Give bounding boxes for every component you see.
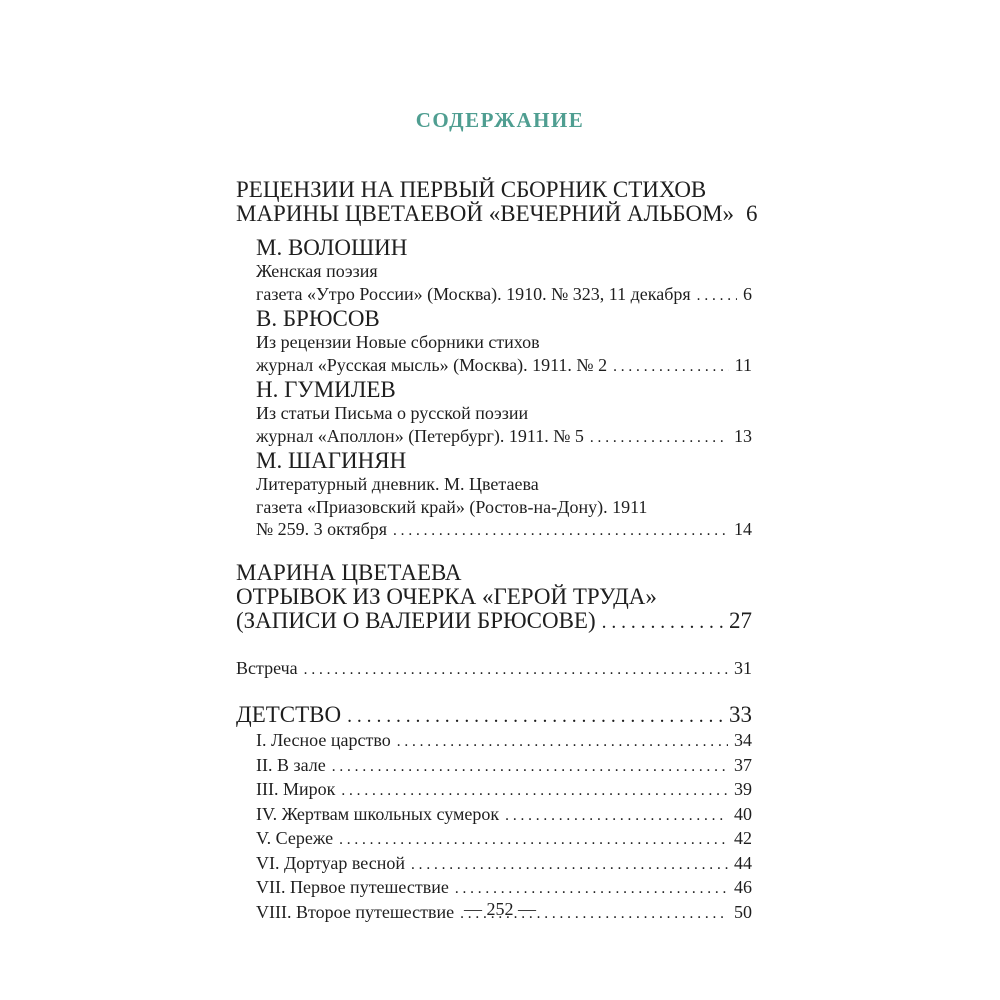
toc-author: Н. ГУМИЛЕВ — [256, 377, 396, 402]
leader-dots — [411, 854, 728, 877]
leader-dots — [304, 659, 728, 682]
toc-page-number: 6 — [746, 201, 758, 226]
leader-dots — [347, 705, 723, 729]
toc-chapter-label: IV. Жертвам школьных сумерок — [256, 803, 500, 824]
toc-entry[interactable] — [236, 657, 752, 682]
leader-dots — [697, 285, 737, 308]
toc-chapter-label: VII. Первое путешествие — [256, 877, 449, 897]
toc-entry-title: Из рецензии Новые сборники стихов — [256, 332, 540, 352]
toc-entry[interactable] — [236, 201, 758, 228]
toc-page-number: 31 — [734, 657, 752, 678]
toc-page-number: 33 — [729, 702, 752, 727]
toc-author: М. ШАГИНЯН — [256, 448, 407, 473]
toc-entry-label: (ЗАПИСИ О ВАЛЕРИИ БРЮСОВЕ) — [236, 607, 596, 633]
toc-entry-source: газета «Утро России» (Москва). 1910. № 323, 11 декабря — [256, 283, 691, 304]
leader-dots — [590, 427, 728, 450]
leader-dots — [339, 829, 728, 852]
toc-page-number: 44 — [734, 852, 752, 873]
toc-chapter[interactable] — [256, 876, 752, 901]
toc-subentry[interactable] — [236, 307, 752, 378]
toc-page-number: 6 — [743, 283, 752, 304]
toc-entry[interactable] — [236, 703, 752, 729]
toc-section-heading — [236, 585, 752, 609]
toc-section-heading — [236, 561, 752, 585]
toc-page-number: 37 — [734, 754, 752, 775]
toc-chapter-list — [236, 729, 752, 925]
toc-entry-source-cont: № 259. 3 октября — [256, 519, 388, 539]
toc-entry-label: ДЕТСТВО — [236, 702, 342, 727]
toc-entry-label: Встреча — [236, 657, 298, 678]
toc-page-number: 13 — [734, 425, 752, 446]
toc-section-heading-text: ОТРЫВОК ИЗ ОЧЕРКА «ГЕРОЙ ТРУДА» — [236, 583, 657, 609]
toc-page-number: 39 — [734, 779, 752, 799]
toc-chapter-label: III. Мирок — [256, 779, 336, 799]
toc-entry[interactable] — [236, 609, 752, 635]
toc-section-heading-text: МАРИНА ЦВЕТАЕВА — [236, 559, 462, 585]
page-number-footer: — 252 — — [464, 899, 536, 919]
toc-page-number: 40 — [734, 803, 752, 824]
toc-entry-title: Женская поэзия — [256, 261, 378, 281]
leader-dots — [393, 520, 728, 543]
leader-dots — [332, 756, 728, 779]
toc-page-number: 50 — [734, 901, 752, 922]
leader-dots — [455, 878, 728, 901]
toc-chapter-label: VI. Дортуар весной — [256, 852, 406, 873]
toc-page-number: 42 — [734, 828, 752, 848]
toc-entry-source: газета «Приазовский край» (Ростов-на-Дону). 1911 — [256, 496, 648, 517]
toc-chapter[interactable] — [256, 827, 752, 852]
toc-chapter[interactable] — [256, 778, 752, 803]
toc-chapter-label: V. Сереже — [256, 828, 334, 848]
toc-chapter[interactable] — [256, 852, 752, 877]
toc-chapter[interactable] — [256, 729, 752, 754]
toc-author: В. БРЮСОВ — [256, 306, 380, 331]
toc-page-number: 34 — [734, 730, 752, 750]
toc-page-number: 46 — [734, 877, 752, 897]
toc-page-number: 14 — [734, 519, 752, 539]
leader-dots — [505, 805, 728, 828]
toc-chapter-label: II. В зале — [256, 754, 326, 775]
toc-author: М. ВОЛОШИН — [256, 235, 408, 260]
toc-entry-title: Литературный дневник. М. Цветаева — [256, 474, 539, 494]
leader-dots — [341, 780, 728, 803]
toc-chapter-label: I. Лесное царство — [256, 730, 391, 750]
toc-section-heading-text: РЕЦЕНЗИИ НА ПЕРВЫЙ СБОРНИК СТИХОВ — [236, 177, 707, 202]
page-title: СОДЕРЖАНИЕ — [415, 108, 585, 132]
toc-subentry[interactable] — [236, 449, 752, 543]
toc-chapter[interactable] — [256, 803, 752, 828]
toc-page-number: 11 — [734, 354, 752, 375]
toc-chapter[interactable] — [256, 754, 752, 779]
leader-dots — [602, 611, 723, 635]
toc-page-number: 27 — [729, 607, 752, 633]
toc-entry-label: МАРИНЫ ЦВЕТАЕВОЙ «ВЕЧЕРНИЙ АЛЬБОМ» — [236, 201, 735, 226]
toc-entry-source: журнал «Русская мысль» (Москва). 1911. № 2 — [256, 354, 608, 375]
table-of-contents — [236, 177, 758, 925]
toc-chapter-label: VIII. Второе путешествие — [256, 901, 455, 922]
toc-entry-title: Из статьи Письма о русской поэзии — [256, 403, 529, 423]
toc-subentry[interactable] — [236, 378, 752, 449]
toc-section-heading — [236, 178, 752, 202]
leader-dots — [397, 731, 728, 754]
toc-subentry[interactable] — [236, 236, 752, 307]
leader-dots — [613, 356, 729, 379]
toc-entry-source: журнал «Аполлон» (Петербург). 1911. № 5 — [256, 425, 584, 446]
